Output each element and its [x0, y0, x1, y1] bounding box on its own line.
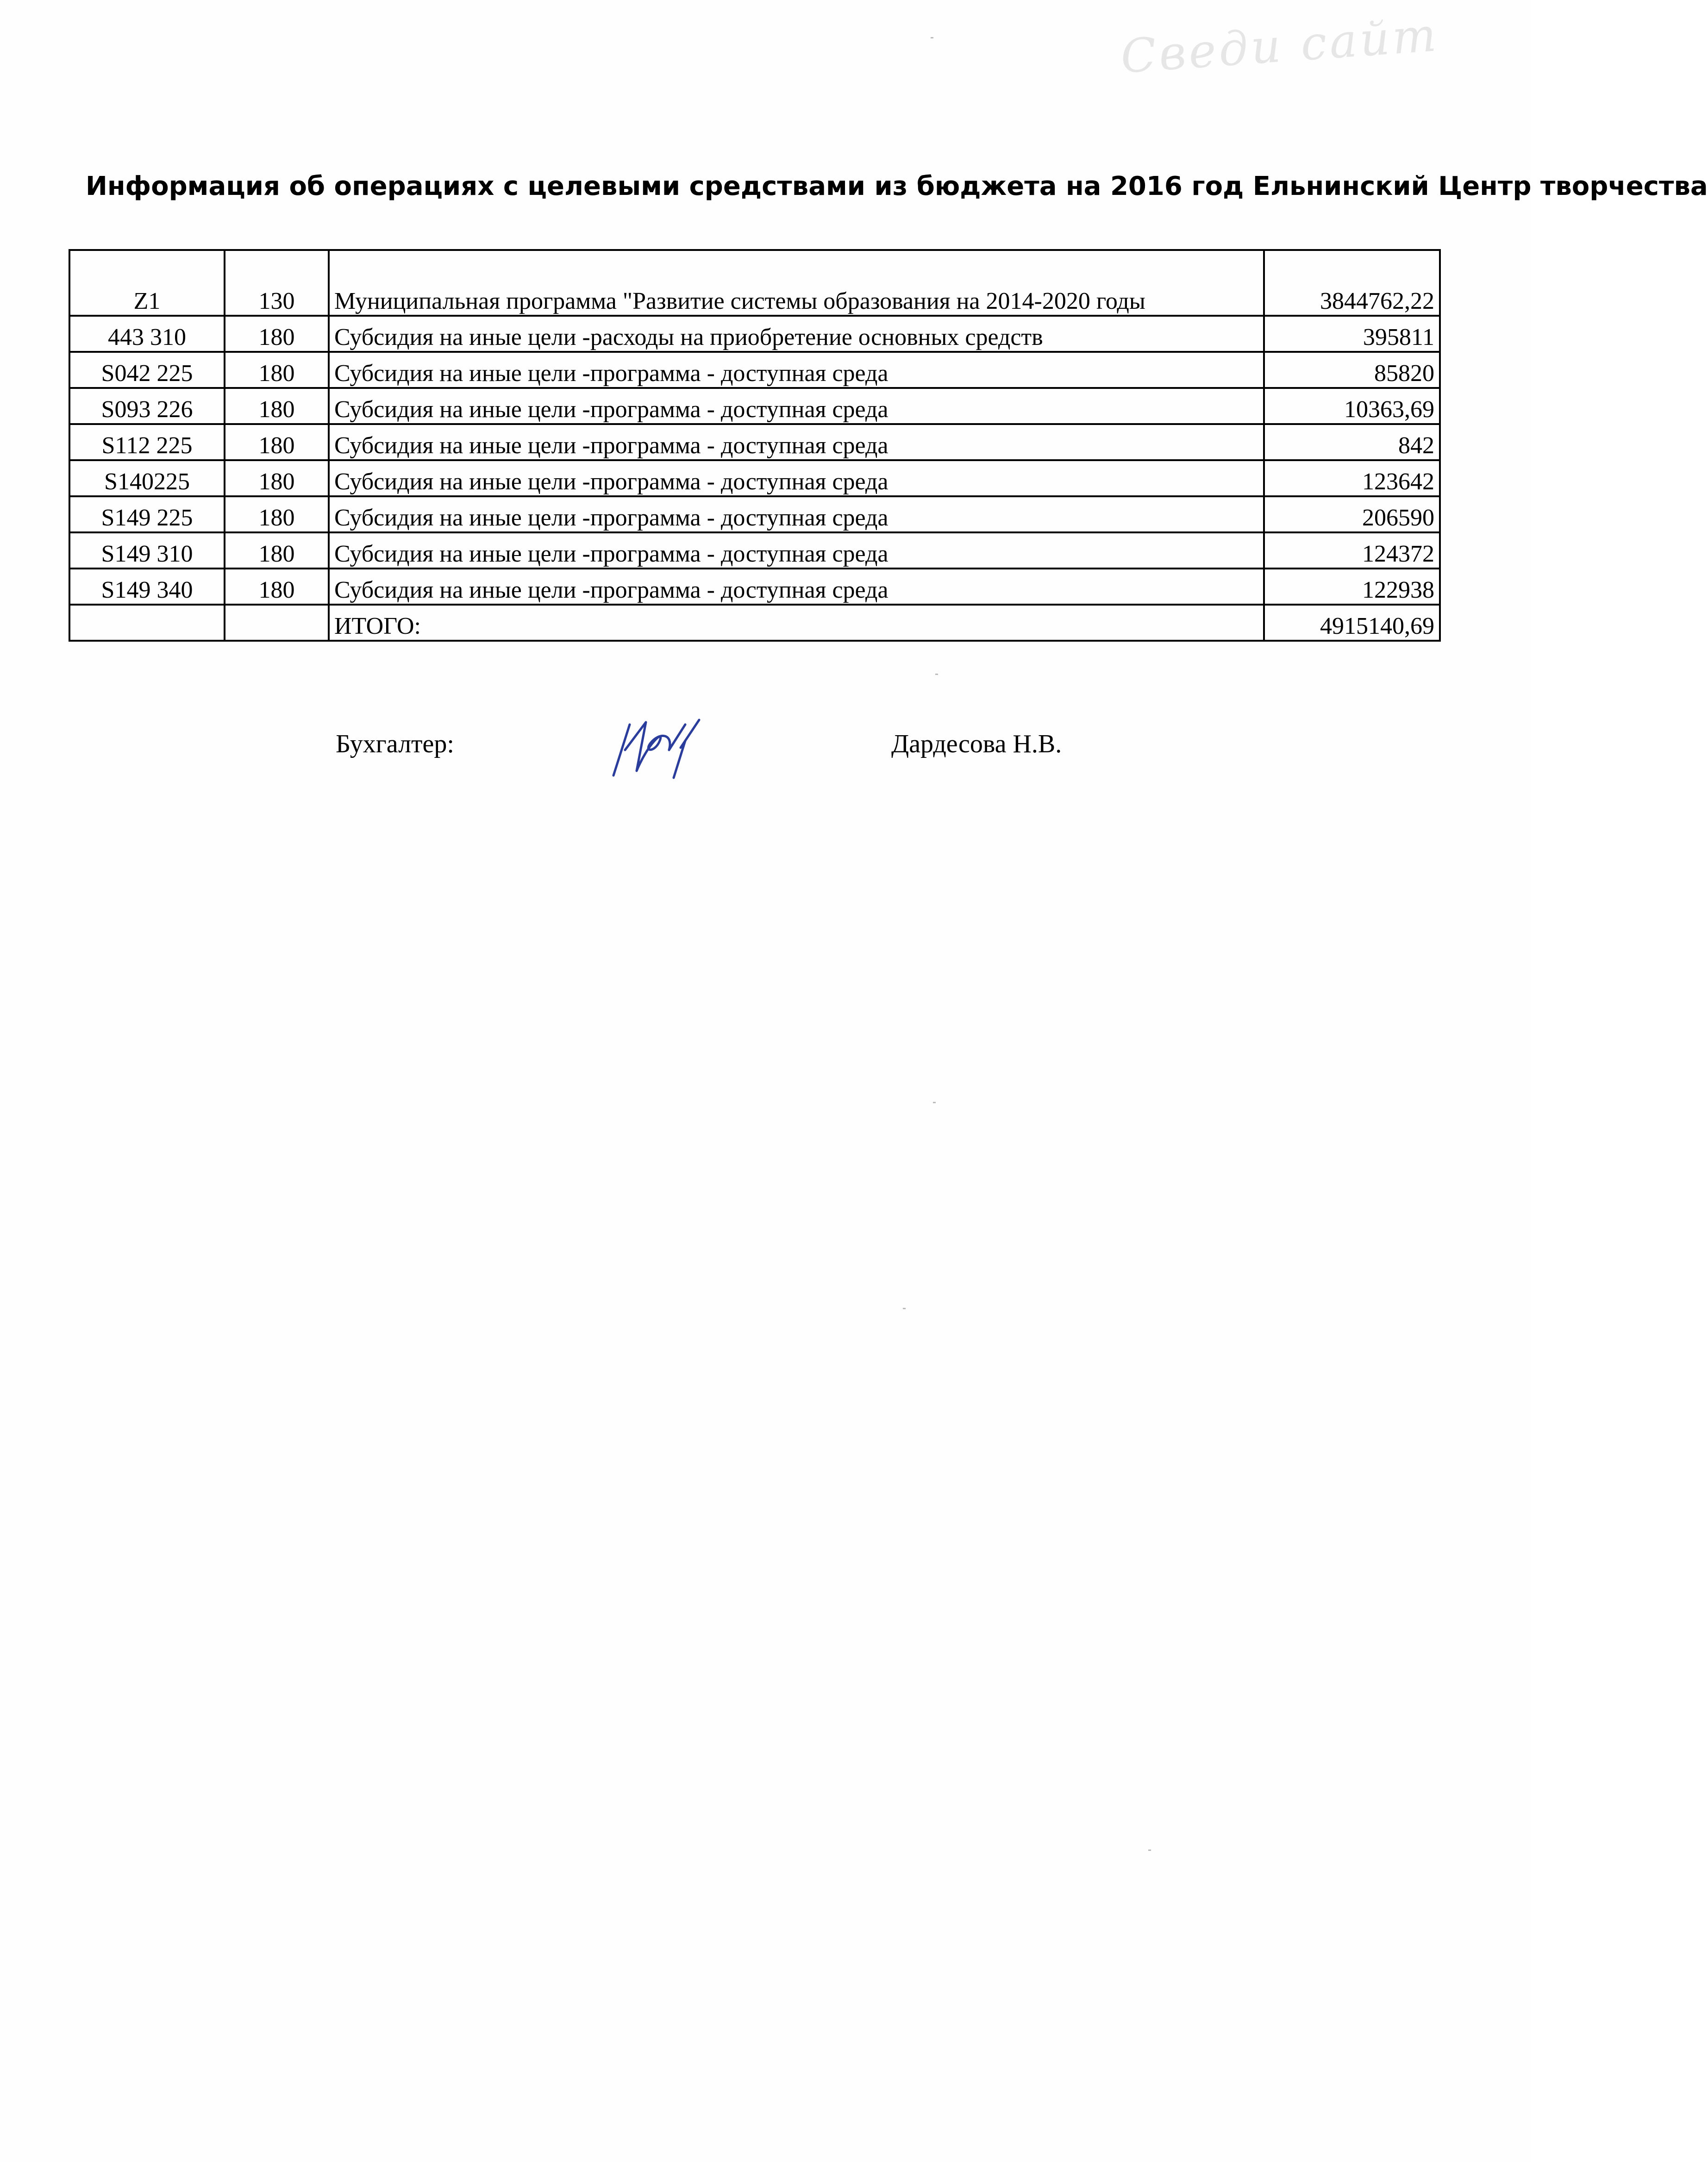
scan-speck	[1148, 1850, 1151, 1851]
row-description: Муниципальная программа "Развитие системы образования на 2014-2020 годы	[329, 250, 1264, 316]
row-kosgu: 180	[225, 316, 329, 352]
row-kosgu: 180	[225, 569, 329, 605]
row-amount: 85820	[1264, 352, 1440, 388]
table-row	[69, 460, 1440, 496]
row-code: Z1	[69, 250, 225, 316]
table-row	[69, 424, 1440, 460]
scan-speck	[933, 1102, 936, 1103]
row-kosgu: 180	[225, 460, 329, 496]
row-code: S093 226	[69, 388, 225, 424]
row-code: S140225	[69, 460, 225, 496]
row-kosgu: 180	[225, 352, 329, 388]
row-code: S149 225	[69, 496, 225, 532]
operations-table-body	[69, 250, 1440, 641]
row-description: Субсидия на иные цели -программа - доступная среда	[329, 352, 1264, 388]
row-code: 443 310	[69, 316, 225, 352]
row-amount: 124372	[1264, 532, 1440, 569]
row-kosgu: 180	[225, 388, 329, 424]
scan-speck	[903, 1308, 906, 1309]
faint-handwritten-note: Сведи сайт	[1119, 7, 1441, 84]
row-code: S112 225	[69, 424, 225, 460]
row-kosgu: 180	[225, 496, 329, 532]
scan-speck	[931, 37, 933, 38]
handwritten-signature	[604, 715, 711, 780]
row-description: Субсидия на иные цели -программа - доступная среда	[329, 424, 1264, 460]
row-kosgu: 180	[225, 424, 329, 460]
total-row	[69, 605, 1440, 641]
row-code: S149 340	[69, 569, 225, 605]
row-description: Субсидия на иные цели -программа - доступная среда	[329, 496, 1264, 532]
row-description: Субсидия на иные цели -программа - доступная среда	[329, 532, 1264, 569]
row-amount: 206590	[1264, 496, 1440, 532]
table-row	[69, 496, 1440, 532]
table-row	[69, 569, 1440, 605]
table-row	[69, 250, 1440, 316]
row-description: Субсидия на иные цели -программа - доступная среда	[329, 460, 1264, 496]
total-amount: 4915140,69	[1264, 605, 1440, 641]
table-row	[69, 388, 1440, 424]
row-amount: 395811	[1264, 316, 1440, 352]
row-amount: 842	[1264, 424, 1440, 460]
table-row	[69, 316, 1440, 352]
scan-speck	[935, 674, 938, 675]
total-code-empty	[69, 605, 225, 641]
document-title: Информация об операциях с целевыми средствами из бюджета на 2016 год Ельнинский Центр творчества	[86, 171, 1708, 201]
accountant-label: Бухгалтер:	[336, 730, 454, 758]
row-description: Субсидия на иные цели -программа - доступная среда	[329, 388, 1264, 424]
row-kosgu: 130	[225, 250, 329, 316]
row-description: Субсидия на иные цели -программа - доступная среда	[329, 569, 1264, 605]
row-kosgu: 180	[225, 532, 329, 569]
row-code: S149 310	[69, 532, 225, 569]
row-amount: 122938	[1264, 569, 1440, 605]
row-description: Субсидия на иные цели -расходы на приобретение основных средств	[329, 316, 1264, 352]
row-amount: 10363,69	[1264, 388, 1440, 424]
row-amount: 3844762,22	[1264, 250, 1440, 316]
operations-table	[69, 249, 1441, 642]
row-amount: 123642	[1264, 460, 1440, 496]
row-code: S042 225	[69, 352, 225, 388]
total-label: ИТОГО:	[329, 605, 1264, 641]
table-row	[69, 352, 1440, 388]
accountant-name: Дардесова Н.В.	[891, 730, 1062, 758]
table-row	[69, 532, 1440, 569]
total-kosgu-empty	[225, 605, 329, 641]
